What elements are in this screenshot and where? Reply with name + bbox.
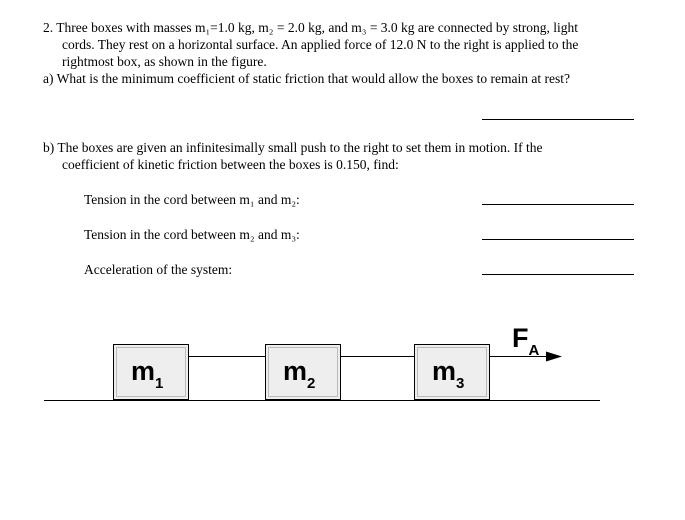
tension-m2-m3-label: Tension in the cord between m₂ and m₃:: [84, 227, 300, 242]
svg-text:FA: [512, 323, 540, 359]
acceleration-label: Acceleration of the system:: [84, 262, 233, 277]
box-m3: [415, 345, 490, 400]
tension-m1-m2-label: Tension in the cord between m₁ and m₂:: [84, 192, 300, 207]
problem-line-1: 2. Three boxes with masses m₁=1.0 kg, m₂ = 2.0 kg, and m₃ = 3.0 kg are connected by strong, light: [43, 20, 579, 35]
box-m2-subscript: 2: [307, 375, 316, 392]
box-m3-letter: m: [432, 356, 457, 386]
box-m3-subscript: 3: [456, 375, 465, 392]
force-subscript: A: [528, 342, 540, 359]
part-a-question: a) What is the minimum coefficient of static friction that would allow the boxes to remain at rest?: [43, 71, 570, 86]
force-label: F: [512, 323, 529, 353]
problem-line-2: cords. They rest on a horizontal surface. An applied force of 12.0 N to the right is applied to the: [62, 37, 579, 52]
applied-force: [490, 323, 562, 362]
box-m1: [114, 345, 189, 400]
box-m2: [266, 345, 341, 400]
force-arrowhead-icon: [546, 352, 562, 362]
box-m1-letter: m: [131, 356, 156, 386]
problem-line-3: rightmost box, as shown in the figure.: [62, 54, 267, 69]
part-b-line-1: b) The boxes are given an infinitesimally small push to the right to set them in motion. If the: [43, 140, 543, 155]
box-m1-subscript: 1: [155, 375, 164, 392]
part-b-line-2: coefficient of kinetic friction between the boxes is 0.150, find:: [62, 157, 399, 172]
box-m2-letter: m: [283, 356, 308, 386]
